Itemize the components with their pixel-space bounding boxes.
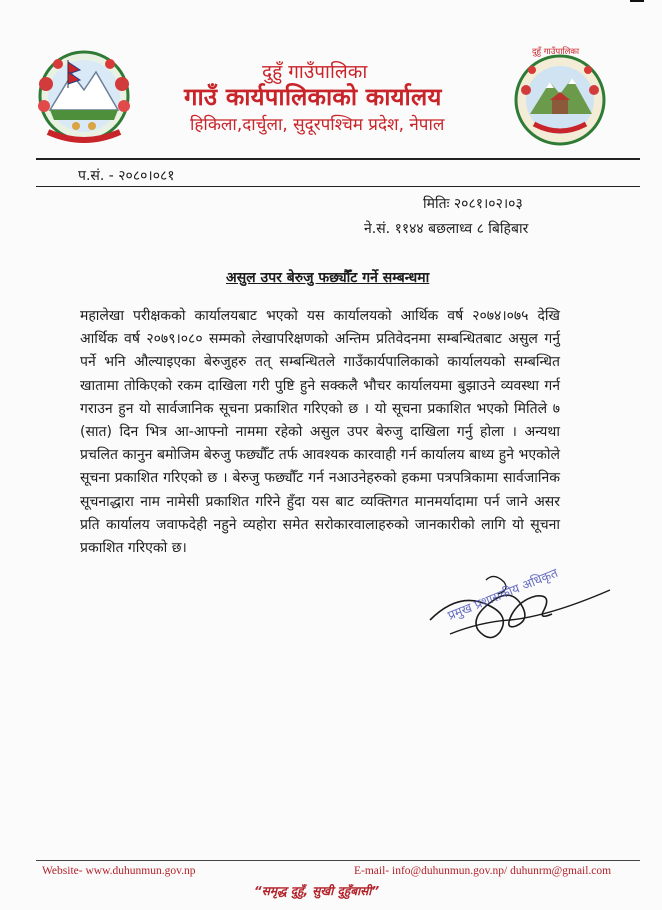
footer-divider bbox=[36, 860, 640, 861]
logo-caption: दुहुँ गाउँपालिका bbox=[532, 47, 580, 57]
municipality-name: दुहुँ गाउँपालिका bbox=[262, 61, 368, 83]
header-divider bbox=[36, 158, 640, 160]
office-address: हिकिला,दार्चुला, सुदूरपश्चिम प्रदेश, नेपाल bbox=[190, 115, 445, 135]
subject-heading: असुल उपर बेरुजु फछ्यौँट गर्ने सम्बन्धमा bbox=[226, 270, 430, 286]
footer-website[interactable]: Website- www.duhunmun.gov.np bbox=[42, 865, 196, 877]
footer-motto: “समृद्ध दुहुँ, सुखी दुहुँबासी” bbox=[254, 884, 380, 898]
reference-number: प.सं. - २०८०।०८१ bbox=[78, 168, 175, 184]
letter-date: मितिः २०८१।०२।०३ bbox=[423, 196, 523, 212]
official-stamp: प्रमुख प्रशासकीय अधिकृत bbox=[445, 564, 560, 623]
nepal-samvat-date: ने.सं. ११४४ बछलाध्व ८ बिहिबार bbox=[364, 221, 529, 237]
footer-email[interactable]: E-mail- info@duhunmun.gov.np/ duhunrm@gmail.com bbox=[354, 865, 612, 877]
office-name: गाउँ कार्यपालिकाको कार्यालय bbox=[184, 83, 442, 111]
notice-body: महालेखा परीक्षकको कार्यालयबाट भएको यस कार्यालयको आर्थिक वर्ष २०७४।०७५ देखि आर्थिक वर्ष २०७९।०८० सम्मको लेखापरिक्षणको अन्तिम प्रतिवेदनमा सम्बन्धितबाट असुल गर्नु पर्ने भनि औल्याइएका बेरुजुहरु तत् सम्बन्धितले गाउँकार्यपालिकाको कार्यालयको सम्बन्धित खातामा तोकिएको रकम दाखिला गरी पुष्टि हुने सक्कलै भौचर कार्यालयमा बुझाउने व्यवस्था गर्न गराउन हुन यो सार्वजानिक सूचना प्रकाशित गरिएको छ । यो सूचना प्रकाशित भएको मितिले ७ (सात) दिन भित्र आ-आफ्नो नाममा रहेको असुल उपर बेरुजु दाखिला गर्नु होला । अन्यथा प्रचलित कानुन बमोजिम बेरुजु फछ्यौँट तर्फ आवश्यक कारवाही गर्न कार्यालय बाध्य हुने भएकोले सूचना प्रकाशित गरिएको छ । बेरुजु फछ्यौँट गर्न नआउनेहरुको हकमा पत्रपत्रिकामा सार्वजानिक सूचनाद्धारा नाम नामेसी प्रकाशित गरिने हुँदा यस बाट व्यक्तिगत मानमर्यादामा पर्न जाने असर प्रति कार्यालय जवाफदेही नहुने व्यहोरा समेत सरोकारवालाहरुको जानकारीको लागि यो सूचना प्रकाशित गरिएको छ। bbox=[80, 308, 560, 557]
corner-mark bbox=[630, 0, 644, 2]
reference-divider bbox=[36, 186, 640, 187]
municipality-logo-icon bbox=[512, 44, 608, 150]
nepal-emblem-icon bbox=[28, 44, 140, 150]
